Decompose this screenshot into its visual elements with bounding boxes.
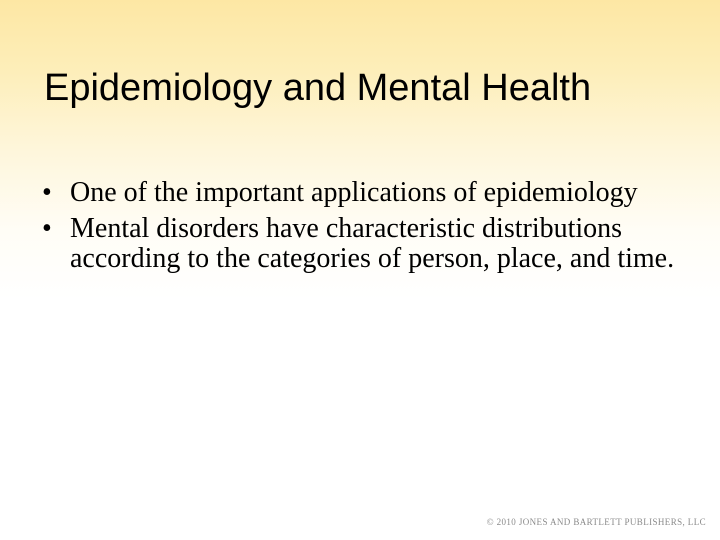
bullet-dot-icon: • — [42, 177, 52, 208]
slide-title: Epidemiology and Mental Health — [44, 67, 592, 109]
bullet-item — [42, 178, 682, 208]
bullet-dot-icon: • — [42, 213, 52, 244]
bullet-item — [42, 214, 682, 274]
copyright-notice: © 2010 JONES AND BARTLETT PUBLISHERS, LLC — [486, 517, 706, 527]
bullet-list — [42, 178, 682, 280]
bullet-text: Mental disorders have characteristic distributions according to the categories of person, place, and time. — [70, 213, 675, 274]
bullet-text: One of the important applications of epidemiology — [70, 177, 638, 208]
